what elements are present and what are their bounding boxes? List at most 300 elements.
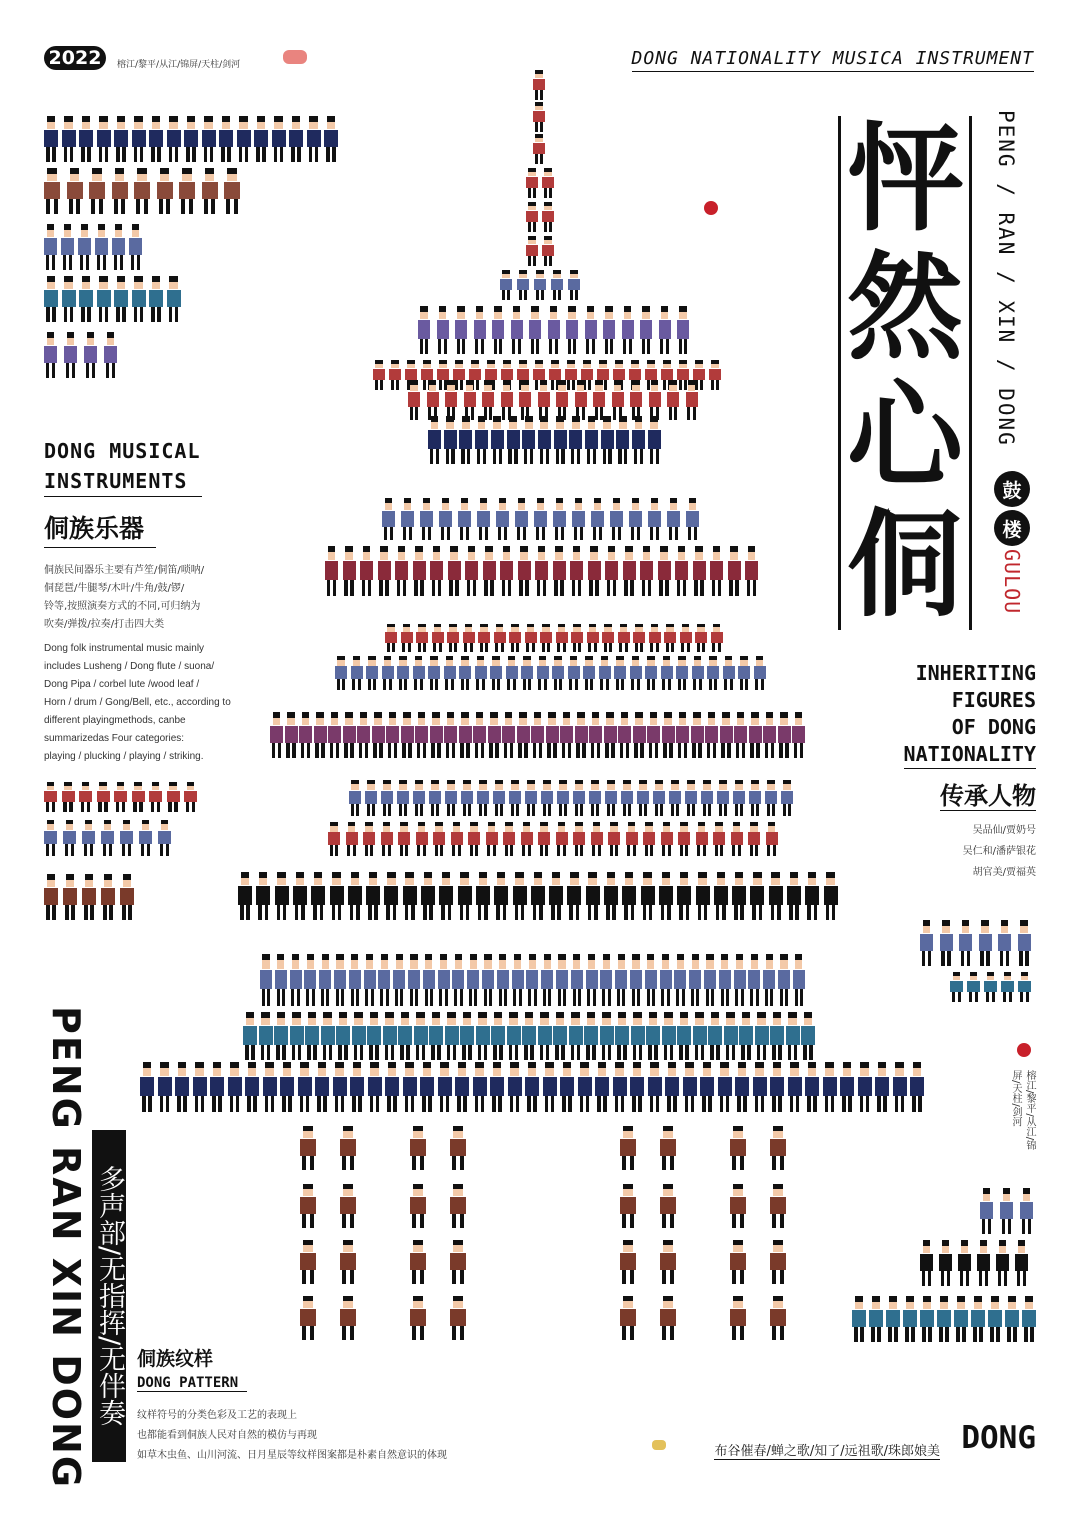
pixel-figure — [718, 1062, 732, 1112]
pixel-figure — [824, 872, 838, 920]
pixel-figure — [770, 1296, 786, 1340]
pixel-figure — [468, 822, 480, 856]
pixel-figure — [693, 546, 706, 596]
pixel-figure — [620, 1184, 636, 1228]
pixel-figure — [243, 1012, 257, 1060]
pixel-figure — [67, 168, 83, 214]
pixel-figure — [300, 1296, 316, 1340]
pixel-figure — [610, 498, 623, 540]
pixel-figure — [589, 780, 601, 816]
pixel-figure — [614, 656, 626, 690]
pixel-figure — [333, 1062, 347, 1112]
pixel-figure — [648, 498, 661, 540]
pixel-figure — [695, 624, 707, 652]
pixel-figure — [438, 954, 450, 1006]
pixel-figure — [730, 1240, 746, 1284]
inheriting-name: 胡官美/贾福英 — [972, 867, 1036, 878]
pixel-figure — [414, 1012, 428, 1060]
pixel-figure — [82, 820, 95, 856]
pixel-figure — [569, 1012, 583, 1060]
pixel-figure — [600, 954, 612, 1006]
figure-grid-right-middle — [920, 920, 1036, 1004]
pixel-figure — [384, 872, 398, 920]
pixel-figure — [450, 1296, 466, 1340]
pixel-figure — [573, 822, 585, 856]
pixel-figure — [101, 820, 114, 856]
pixel-figure — [542, 236, 554, 266]
gulou-en: GULOU — [1000, 549, 1024, 615]
pixel-figure — [298, 1062, 312, 1112]
pixel-figure — [633, 624, 645, 652]
pixel-figure — [852, 1296, 866, 1342]
pixel-figure — [587, 624, 599, 652]
desc-en-line: Dong Pipa / corbel lute /wood leaf / — [44, 679, 200, 690]
pixel-figure — [97, 276, 111, 322]
pixel-figure — [601, 416, 614, 464]
side-places: 榕江/黎平/从江/锦屏/天柱/剑河 — [1010, 1070, 1035, 1151]
pixel-figure — [210, 1062, 224, 1112]
pixel-figure — [275, 872, 289, 920]
pixel-figure — [749, 780, 761, 816]
pixel-figure — [608, 822, 620, 856]
pixel-figure — [491, 416, 504, 464]
pixel-figure — [522, 1012, 536, 1060]
pixel-figure — [903, 1296, 917, 1342]
pixel-figure — [78, 224, 91, 270]
pixel-figure — [474, 306, 486, 354]
pixel-figure — [534, 498, 547, 540]
pixel-figure — [460, 1012, 474, 1060]
pixel-figure — [637, 780, 649, 816]
pixel-figure — [140, 1062, 154, 1112]
title-char: 怦 — [847, 112, 963, 248]
pixel-figure — [1001, 972, 1014, 1002]
pixel-figure — [646, 1012, 660, 1060]
pixel-figure — [660, 1240, 676, 1284]
pixel-figure — [998, 920, 1011, 966]
pixel-figure — [543, 1062, 557, 1112]
pixel-figure — [413, 656, 425, 690]
pixel-figure — [669, 780, 681, 816]
pixel-figure — [632, 416, 645, 464]
pixel-figure — [805, 872, 819, 920]
pixel-figure — [245, 1062, 259, 1112]
pixel-figure — [461, 780, 473, 816]
pixel-figure — [95, 224, 108, 270]
pixel-figure — [483, 546, 496, 596]
pixel-figure — [770, 1184, 786, 1228]
pixel-figure — [275, 954, 287, 1006]
pixel-figure — [787, 872, 801, 920]
pixel-figure — [575, 380, 587, 420]
pixel-figure — [667, 380, 679, 420]
pixel-figure — [305, 1012, 319, 1060]
pixel-figure — [534, 270, 546, 300]
pixel-figure — [315, 1062, 329, 1112]
pixel-figure — [330, 872, 344, 920]
desc-en-line: Horn / drum / Gong/Bell, etc., according to — [44, 697, 231, 708]
pixel-figure — [662, 1012, 676, 1060]
pixel-figure — [659, 306, 671, 354]
title-pinyin-column — [994, 110, 1032, 614]
pixel-figure — [730, 1296, 746, 1340]
pixel-figure — [538, 822, 550, 856]
pixel-figure — [996, 1240, 1009, 1286]
pixel-figure — [1022, 1296, 1036, 1342]
pixel-figure — [378, 546, 391, 596]
pixel-figure — [552, 656, 564, 690]
pixel-figure — [593, 380, 605, 420]
pixel-figure — [793, 954, 805, 1006]
pixel-figure — [677, 1012, 691, 1060]
pixel-figure — [280, 1062, 294, 1112]
pixel-figure — [517, 270, 529, 300]
title-pinyin: PENG / RAN / XIN / DONG — [994, 110, 1018, 447]
pixel-figure — [553, 498, 566, 540]
pixel-figure — [430, 712, 443, 758]
pixel-figure — [788, 1062, 802, 1112]
pixel-figure — [730, 1126, 746, 1170]
desc-en-line: summarizedas Four categories: — [44, 733, 185, 744]
pixel-figure — [643, 822, 655, 856]
pixel-figure — [526, 954, 538, 1006]
pixel-figure — [658, 546, 671, 596]
pixel-figure — [728, 546, 741, 596]
pixel-figure — [585, 416, 598, 464]
pixel-figure — [769, 872, 783, 920]
pixel-figure — [958, 1240, 971, 1286]
pixel-figure — [733, 780, 745, 816]
pixel-figure — [680, 624, 692, 652]
pixel-figure — [325, 546, 338, 596]
pixel-figure — [360, 546, 373, 596]
pixel-figure — [568, 656, 580, 690]
pixel-figure — [622, 306, 634, 354]
pixel-figure — [620, 1296, 636, 1340]
pixel-figure — [410, 1126, 426, 1170]
instruments-heading-en-2: INSTRUMENTS — [44, 466, 202, 497]
pixel-figure — [494, 872, 508, 920]
pixel-figure — [640, 306, 652, 354]
pixel-figure — [660, 1184, 676, 1228]
pixel-figure — [548, 306, 560, 354]
pixel-figure — [683, 1062, 697, 1112]
pixel-figure — [463, 624, 475, 652]
pixel-figure — [659, 872, 673, 920]
pixel-figure — [79, 116, 93, 162]
pixel-figure — [438, 1062, 452, 1112]
pixel-figure — [372, 712, 385, 758]
pixel-figure — [97, 116, 111, 162]
pixel-figure — [525, 624, 537, 652]
pixel-figure — [667, 498, 680, 540]
pixel-figure — [475, 656, 487, 690]
desc-zh-line: 侗族民间器乐主要有芦笙/侗笛/唢呐/ — [44, 565, 205, 576]
pixel-figure — [401, 498, 414, 540]
pixel-figure — [304, 954, 316, 1006]
pixel-figure — [112, 168, 128, 214]
pixel-figure — [739, 1012, 753, 1060]
pixel-figure — [745, 546, 758, 596]
pixel-figure — [605, 780, 617, 816]
pixel-figure — [482, 380, 494, 420]
pixel-figure — [89, 168, 105, 214]
pixel-figure — [630, 380, 642, 420]
pixel-figure — [560, 712, 573, 758]
pixel-figure — [515, 498, 528, 540]
pixel-figure — [383, 1012, 397, 1060]
pixel-figure — [858, 1062, 872, 1112]
pixel-figure — [662, 712, 675, 758]
sun-icon — [704, 201, 718, 215]
pixel-figure — [44, 168, 60, 214]
pixel-figure — [300, 1184, 316, 1228]
pixel-figure — [490, 1062, 504, 1112]
pixel-figure — [366, 872, 380, 920]
pixel-figure — [357, 712, 370, 758]
pixel-figure — [645, 954, 657, 1006]
pixel-figure — [467, 954, 479, 1006]
pixel-figure — [328, 712, 341, 758]
pixel-figure — [500, 270, 512, 300]
pixel-figure — [410, 1240, 426, 1284]
pixel-figure — [631, 1012, 645, 1060]
pixel-figure — [343, 712, 356, 758]
footer-dong: DONG — [961, 1420, 1036, 1456]
pixel-figure — [1005, 1296, 1019, 1342]
header-title-en: DONG NATIONALITY MUSICA INSTRUMENT — [632, 48, 1034, 72]
pixel-figure — [724, 1012, 738, 1060]
pixel-figure — [630, 1062, 644, 1112]
pixel-figure — [478, 624, 490, 652]
pixel-figure — [578, 1062, 592, 1112]
pixel-figure — [586, 954, 598, 1006]
inheriting-heading-zh: 传承人物 — [940, 782, 1036, 810]
pixel-figure — [709, 360, 721, 390]
pixel-figure — [629, 498, 642, 540]
desc-zh-line: 吹奏/弹拨/拉奏/打击四大类 — [44, 619, 165, 630]
pixel-figure — [660, 954, 672, 1006]
pixel-figure — [549, 872, 563, 920]
pixel-figure — [444, 416, 457, 464]
pixel-figure — [444, 712, 457, 758]
pixel-figure — [488, 712, 501, 758]
pixel-figure — [455, 306, 467, 354]
pixel-figure — [477, 498, 490, 540]
pixel-figure — [373, 360, 385, 390]
songs-list: 布谷催春/蝉之歌/知了/远祖歌/珠郎娘美 — [714, 1440, 940, 1460]
pixel-figure — [588, 546, 601, 596]
pixel-figure — [525, 1062, 539, 1112]
pixel-figure — [678, 822, 690, 856]
pixel-figure — [389, 360, 401, 390]
pixel-figure — [413, 780, 425, 816]
pixel-figure — [429, 1012, 443, 1060]
pixel-figure — [570, 546, 583, 596]
pixel-figure — [602, 624, 614, 652]
pixel-figure — [778, 712, 791, 758]
pixel-figure — [445, 380, 457, 420]
pixel-figure — [44, 332, 57, 378]
pixel-figure — [238, 872, 252, 920]
pixel-figure — [529, 306, 541, 354]
pixel-figure — [501, 380, 513, 420]
title-char: 然 — [847, 240, 963, 376]
pixel-figure — [604, 712, 617, 758]
pixel-figure — [445, 780, 457, 816]
pixel-figure — [398, 822, 410, 856]
pixel-figure — [290, 1012, 304, 1060]
pixel-figure — [319, 954, 331, 1006]
pixel-figure — [62, 782, 75, 812]
pixel-figure — [875, 1062, 889, 1112]
pixel-figure — [395, 546, 408, 596]
pixel-figure — [193, 1062, 207, 1112]
pixel-figure — [748, 822, 760, 856]
pixel-figure — [599, 656, 611, 690]
pixel-figure — [366, 656, 378, 690]
pixel-figure — [433, 822, 445, 856]
pixel-figure — [340, 1184, 356, 1228]
pixel-figure — [566, 306, 578, 354]
pixel-figure — [647, 712, 660, 758]
pixel-figure — [401, 712, 414, 758]
drum-tower-figures — [130, 70, 950, 1350]
pixel-figure — [732, 872, 746, 920]
pixel-figure — [444, 656, 456, 690]
pixel-figure — [766, 822, 778, 856]
pixel-figure — [979, 920, 992, 966]
pixel-figure — [82, 874, 96, 920]
pixel-figure — [984, 972, 997, 1002]
pixel-figure — [437, 306, 449, 354]
pixel-figure — [416, 822, 428, 856]
desc-zh-line: 铃等,按照演奏方式的不同,可归纳为 — [44, 601, 201, 612]
gulou-char: 楼 — [994, 510, 1030, 546]
pixel-figure — [685, 780, 697, 816]
pixel-figure — [439, 498, 452, 540]
pixel-figure — [526, 168, 538, 198]
pixel-figure — [44, 276, 58, 322]
pixel-figure — [423, 954, 435, 1006]
pixel-figure — [551, 270, 563, 300]
pixel-figure — [285, 712, 298, 758]
pixel-figure — [572, 498, 585, 540]
pixel-figure — [63, 874, 77, 920]
pixel-figure — [447, 624, 459, 652]
pixel-figure — [704, 954, 716, 1006]
sun-icon — [1017, 1043, 1031, 1057]
pixel-figure — [367, 1012, 381, 1060]
pixel-figure — [410, 1296, 426, 1340]
pixel-figure — [765, 780, 777, 816]
pixel-figure — [429, 780, 441, 816]
pixel-figure — [691, 712, 704, 758]
pixel-figure — [781, 780, 793, 816]
pixel-figure — [731, 822, 743, 856]
pixel-figure — [351, 656, 363, 690]
pixel-figure — [546, 712, 559, 758]
pixel-figure — [954, 1296, 968, 1342]
pixel-figure — [893, 1062, 907, 1112]
pixel-figure — [618, 712, 631, 758]
pixel-figure — [450, 1240, 466, 1284]
pixel-figure — [114, 116, 128, 162]
pattern-vertical-en: PENG RAN XIN DONG — [44, 1006, 88, 1490]
pixel-figure — [626, 822, 638, 856]
pixel-figure — [686, 380, 698, 420]
pixel-figure — [660, 1296, 676, 1340]
pixel-figure — [533, 134, 545, 164]
pixel-figure — [398, 1012, 412, 1060]
pixel-figure — [641, 872, 655, 920]
pixel-figure — [475, 416, 488, 464]
pattern-tag: 多声部/无指挥/无伴奏 — [92, 1130, 126, 1462]
pixel-figure — [553, 546, 566, 596]
pixel-figure — [573, 780, 585, 816]
pixel-figure — [445, 1012, 459, 1060]
pattern-heading-en: DONG PATTERN — [137, 1375, 247, 1392]
pixel-figure — [416, 624, 428, 652]
places-top: 榕江/黎平/从江/锦屏/天柱/剑河 — [117, 60, 241, 70]
pixel-figure — [531, 712, 544, 758]
pixel-figure — [648, 416, 661, 464]
pixel-figure — [476, 872, 490, 920]
pixel-figure — [410, 1184, 426, 1228]
pixel-figure — [432, 624, 444, 652]
pattern-desc — [137, 1406, 497, 1466]
pixel-figure — [940, 920, 953, 966]
pixel-figure — [507, 1012, 521, 1060]
pixel-figure — [1015, 1240, 1028, 1286]
pixel-figure — [1020, 1188, 1033, 1234]
pixel-figure — [770, 1240, 786, 1284]
pixel-figure — [381, 822, 393, 856]
pixel-figure — [321, 1012, 335, 1060]
desc-zh-line: 侗琵琶/牛腿琴/木叶/牛角/鼓/锣/ — [44, 583, 185, 594]
pixel-figure — [62, 276, 76, 322]
pixel-figure — [589, 712, 602, 758]
pixel-figure — [385, 1062, 399, 1112]
pixel-figure — [452, 954, 464, 1006]
pixel-figure — [556, 954, 568, 1006]
pixel-figure — [293, 872, 307, 920]
pixel-figure — [420, 1062, 434, 1112]
pattern-line: 纹样符号的分类色彩及工艺的表现上 — [137, 1410, 297, 1421]
pixel-figure — [677, 306, 689, 354]
pixel-figure — [711, 624, 723, 652]
pixel-figure — [591, 822, 603, 856]
pixel-figure — [689, 954, 701, 1006]
pixel-figure — [114, 276, 128, 322]
pixel-figure — [397, 656, 409, 690]
pixel-figure — [290, 954, 302, 1006]
pixel-figure — [494, 624, 506, 652]
pixel-figure — [385, 624, 397, 652]
pixel-figure — [299, 712, 312, 758]
pixel-figure — [343, 546, 356, 596]
pixel-figure — [633, 712, 646, 758]
pixel-figure — [686, 498, 699, 540]
pixel-figure — [511, 306, 523, 354]
pixel-figure — [473, 712, 486, 758]
pixel-figure — [713, 822, 725, 856]
pixel-figure — [971, 1296, 985, 1342]
pixel-figure — [512, 954, 524, 1006]
pixel-figure — [413, 546, 426, 596]
pixel-figure — [586, 872, 600, 920]
pixel-figure — [270, 712, 283, 758]
